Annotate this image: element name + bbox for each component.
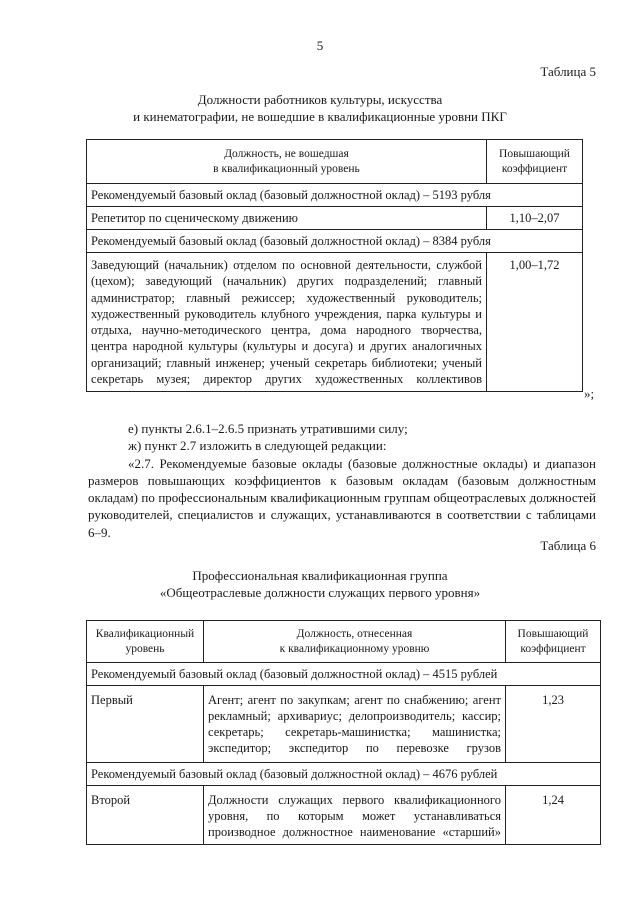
table6-label: Таблица 6 xyxy=(540,538,596,553)
table6 xyxy=(86,620,601,845)
table5-title-line-2: и кинематографии, не вошедшие в квалификационные уровни ПКГ xyxy=(133,108,507,124)
table5-salary-row-1 xyxy=(87,184,583,207)
table5-header-coefficient: Повышающий коэффициент xyxy=(487,140,583,184)
table5-salary-text: Рекомендуемый базовый оклад (базовый должностной оклад) – 8384 рубля xyxy=(87,230,583,253)
table5-label: Таблица 5 xyxy=(540,64,596,79)
table6-position-cell: Агент; агент по закупкам; агент по снабжению; агент рекламный; архивариус; делопроизводитель; кассир; секретарь; секретарь-машинистка; машинистка; экспедитор; экспедитор по перевозке грузов xyxy=(204,686,506,763)
table6-coefficient-cell: 1,24 xyxy=(506,786,601,845)
table5-position-cell: Заведующий (начальник) отделом по основной деятельности, службой (цехом); заведующий (начальник) других подразделений; главный администратор; главный режиссер; художественный руководитель; художественный руководитель клубного учреждения, парка культуры и отдыха, научно-методического центра, дома народного творчества, центра народной культуры (культуры и досуга) и других аналогичных организаций; главный инженер; ученый секретарь библиотеки; ученый секретарь музея; директор других художественных коллективов xyxy=(87,253,487,392)
table5-coefficient-cell: 1,00–1,72 xyxy=(487,253,583,392)
table5-header-row xyxy=(87,140,583,184)
table6-header-coefficient: Повышающий коэффициент xyxy=(506,621,601,663)
table6-salary-text: Рекомендуемый базовый оклад (базовый должностной оклад) – 4676 рублей xyxy=(87,763,601,786)
table6-coefficient-cell: 1,23 xyxy=(506,686,601,763)
table6-title-line-2: «Общеотраслевые должности служащих первого уровня» xyxy=(159,584,481,600)
table5-row-1 xyxy=(87,207,583,230)
table5-title-line-1: Должности работников культуры, искусства xyxy=(197,92,443,107)
table5-salary-row-2 xyxy=(87,230,583,253)
table6-title-line-1: Профессиональная квалификационная группа xyxy=(192,568,448,583)
table5-title xyxy=(80,92,560,126)
table5-row-2 xyxy=(87,253,583,392)
table6-row-1 xyxy=(87,686,601,763)
table5-salary-text: Рекомендуемый базовый оклад (базовый должностной оклад) – 5193 рубля xyxy=(87,184,583,207)
table5-position-cell: Репетитор по сценическому движению xyxy=(87,207,487,230)
table6-header-row xyxy=(87,621,601,663)
item-e: е) пункты 2.6.1–2.6.5 признать утратившими силу; xyxy=(128,421,408,436)
table6-position-cell: Должности служащих первого квалификационного уровня, по которым может устанавливаться производное должностное наименование «старший» xyxy=(204,786,506,845)
closing-quote-mark: »; xyxy=(584,386,595,401)
item-zh: ж) пункт 2.7 изложить в следующей редакции: xyxy=(128,438,387,453)
table6-header-position: Должность, отнесенная к квалификационному уровню xyxy=(204,621,506,663)
table6-salary-text: Рекомендуемый базовый оклад (базовый должностной оклад) – 4515 рублей xyxy=(87,663,601,686)
table5 xyxy=(86,139,583,392)
table6-title xyxy=(80,568,560,602)
table6-level-cell: Первый xyxy=(87,686,204,763)
table6-salary-row-1 xyxy=(87,663,601,686)
page-number: 5 xyxy=(316,38,324,53)
table6-row-2 xyxy=(87,786,601,845)
paragraph-2-7: «2.7. Рекомендуемые базовые оклады (базовые должностные оклады) и диапазон размеров повышающих коэффициентов к базовым окладам (базовым должностным окладам) по профессиональным квалификационным группам общеотраслевых должностей руководителей, специалистов и служащих, устанавливаются в соответствии с таблицами 6–9. xyxy=(88,456,596,540)
table6-header-level: Квалификационный уровень xyxy=(87,621,204,663)
table5-coefficient-cell: 1,10–2,07 xyxy=(487,207,583,230)
table6-level-cell: Второй xyxy=(87,786,204,845)
table6-salary-row-2 xyxy=(87,763,601,786)
table5-header-position: Должность, не вошедшая в квалификационный уровень xyxy=(87,140,487,184)
